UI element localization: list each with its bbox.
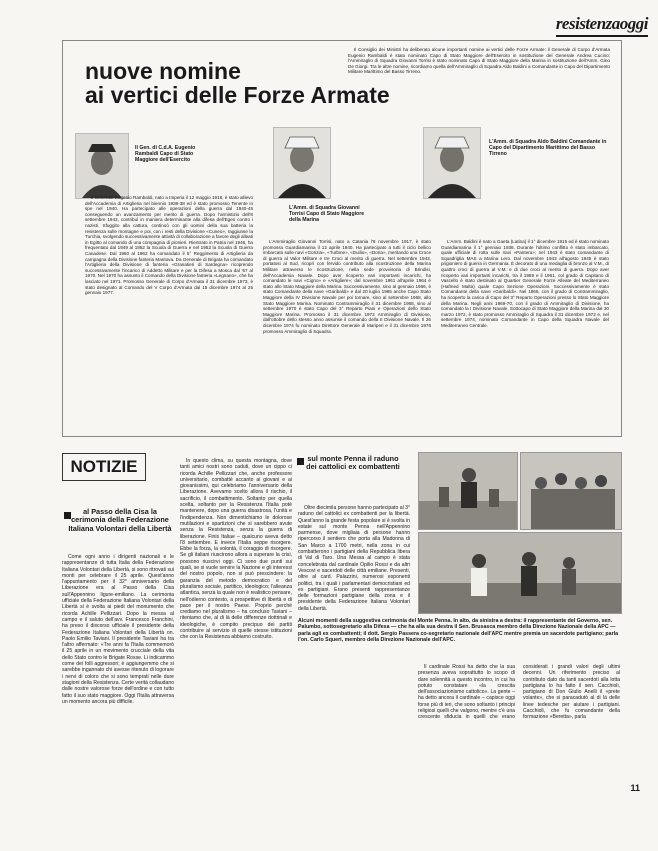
cisa-title: al Passo della Cisa la cerimonia della Federazione Italiana Volontari della Libertà <box>68 507 172 533</box>
ceremony-photo-icon <box>419 453 517 529</box>
article-intro <box>348 47 610 115</box>
penna-text: Oltre diecimila persone hanno partecipato al 3° raduno del cattolici ex combattenti per la libertà. Quest'anno la grande festa popolare si è svolta in estate sul monte Penna nell'Appennino parmense, dove migliaia di persone hanno ripercorso il sentiero che porta alla Madonna di San Marco a 1700 metri, nella zona in cui combatterono i partigiani della Repubblica libera di Val di Taro. Una Messa al campo è stata concelebrata dal cardinale Opilio Rossi e da altri Vescovi e sacerdoti delle città emiliane. Presenti, oltre al card. Palazzini, numerosi esponenti politici, tra i quali i parlamentari democristiani ed ex partigiani. Erano presenti rappresentanze delle formazioni partigiane della zona e il presidente della Federazione Italiana Volontari della Libertà. <box>298 505 410 612</box>
officer-portrait-icon <box>424 128 480 198</box>
taviani-text: In questo clima, su questa montagna, dove tanti amici nostri sono caduti, dove un cippo ci ricorda Achille Pellizzari che, anche professore universitario, combatté accanto ai giovani e ai giovanissimi, qui celebriamo l'anniversario della Liberazione. Avevamo scelto allora il rischio, il sacrificio, il combattimento. Soltanto per quella scelta, soltanto per la Resistenza l'Italia potè mantenere, dopo una guerra disastrosa, l'unità e l'indipendenza. Non dimentichiamo le dolorose mutilazioni e spartizioni che si sarebbero avute senza la Resistenza, senza la guerra di liberazione. Finis Italiae – qualcuno aveva detto l'8 settembre. E invece l'Italia seppe risorgere. Ebbe la forza, la volontà, il coraggio di risorgere. Se gli italiani riuscirono allora a superare la crisi, possono riuscirvi oggi. Ci sono due punti sui quali, se si vuole servire la Nazione e gli interessi del nostro popolo, non si può prescindere: la garanzia del metodo democratico e del pluralismo sociale, partitico, ideologico; l'alleanza atlantica, senza la quale non è realistico pensare, nell'odierno contesto, a prospettive di libertà e di pace per il nostro Paese. Proprio perché crediamo nel pluralismo – ha concluso Taviani – riteniamo che, al di là delle differenze dottrinali e ideologiche, è compito precipuo dei partiti contribuire al servizio di quelle stesse istituzioni che con la Resistenza abbiamo costruito. <box>180 458 292 641</box>
penna-continued <box>418 664 620 798</box>
portrait-rambaldi <box>75 133 129 199</box>
penna-title: sul monte Penna il raduno dei cattolici ex combattenti <box>306 454 400 472</box>
bio-torrisi-text: L'Ammiraglio Giovanni Torrisi, nato a Catania l'8 novembre 1917, è stato promosso Guardiamarina il 12 aprile 1940. Ha partecipato a tutti il ciclo bellico imbarcato sulle navi «Gorizia», «Turbine», «Duilio», «Doria», meritando una Croce di guerra al Valor Militare e tre Croci al merito di guerra. Nel settembre 1943, portatosi al Sud, ricoprì con fervido contributo alla ricostruzione della Marina Militare attraverso le ricostruzione, nella sede provvisoria di Brindisi, dell'Accademia Navale. Dopo aver ricoperto vari importanti incarichi, ha comandato le navi «Cigno» e «Artigliere»; dal novembre 1961 all'aprile 1964 è stato allo Stato Maggiore della Marina. Successivamente, sino al gennaio 1966, è stato Comandante della nave «Garibaldi» e dal 20 luglio 1965 anche Capo Stato Maggiore della IV Divisione Navale per poi tornare, sino al settembre 1968, allo Stato Maggiore Marina. Nominato Contrammiraglio il 31 dicembre 1968, sino al settembre 1970 è stato Capo del 3° Reparto Piani e Operazioni dello Stato Maggiore Marina. Promosso il 31 dicembre 1972 Ammiraglio di Divisione, dall'ottobre dello stesso anno assunse il comando della II Divisione Navale. Il 26 dicembre 1974 fu nominato Direttore Generale di Mariperi e il 31 dicembre 1976 promosso Ammiraglio di Squadra. <box>263 239 431 334</box>
bio-baldini <box>441 239 609 431</box>
notizie-label: NOTIZIE <box>62 453 146 481</box>
photo-speaker <box>418 452 518 530</box>
caption-baldini: L'Amm. di Squadra Aldo Baldini Comandante in Capo del Dipartimento Marittimo del Basso Tirreno <box>489 139 607 158</box>
bio-rambaldi-text: Il Generale Eugenio Rambaldi, nato a Imperia il 12 maggio 1918, è stato allievo dell'Accademia di Artiglieria nel biennio 1936-38 ed è stato promosso Tenente in spe nel 1940. Ha partecipato alle operazioni della guerra dal 1940-45 conseguendo un avanzamento per merito di guerra. Dopo l'armistizio dell'8 settembre 1943, contribuì in maniera determinante alla difesa dell'Egeo contro i nazisti. Sfuggito alla cattura, continuò con gli uomini della sua batteria la resistenza sulle montagne e poi, con i resti della Divisione «Cuneo», raggiunse la Turchia, svolgendo successivamente attività di collaborazione a favore degli alleati in Egitto al comando di una compagnia di pionieri. Rientrato in Patria nel 1946, ha frequentato dal 1949 al 1952 la Scuola di Guerra e nel 1953 la Scuola di Guerra Canadese. Dal 1960 al 1962 ha comandato il 5° Reggimento di Artiglieria da campagna della Divisione fanteria Mantova. Da Generale di Brigata ha comandato l'Artiglieria della Divisione di fanteria «Granatieri di Sardegna» ricoprendo successivamente l'incarico di Addetto Militare e per la Difesa a Mosca dal '67 al 1970. Nel 1970 ha assunto il Comando della Divisione fanteria «Legnano», che ha lasciato nel 1971. Promosso Generale di Corpo d'Armata il 31 dicembre 1973, è stato designato al Comando del V Corpo d'Armata dal 15 dicembre 1974 al 25 gennaio 1977. <box>85 195 253 296</box>
caption-rambaldi: Il Gen. di C.d.A. Eugenio Rambaldi Capo di Stato Maggiore dell'Esercito <box>135 145 196 164</box>
photo-crowd <box>520 452 622 530</box>
article-headline <box>85 59 390 107</box>
bio-torrisi <box>263 239 431 431</box>
bio-baldini-text: L'Amm. Baldini è nato a Gaeta (Latina) il 1° dicembre 1915 ed è stato nominato Guardiamarina il 1° gennaio 1938. Durante l'ultimo conflitto è stato imbarcato, quale ufficiale di rotta sulle navi «Pantera»; nel 1943 è stato comandante di Squadriglia MAS a Marina Lero. Dal novembre 1943 all'agosto 1945 è stato prigioniero di guerra in Germania. È decorato di una medaglia di bronzo al V.M., di quattro croci di guerra al V.M. e di due croci al merito di guerra. Dopo aver ricoperto vari importanti incarichi, tra il 1959 e il 1961, col grado di Capitano di Vascello è stato destinato al Quartier Generale Forze Alleate del Mediterraneo (Hafmed Malta) quale Capo Sezione Operazioni. Successivamente è stato Comandante della nave «Garibaldi». Nel 1966, con il grado di Contrammiraglio, ha ricoperto la carica di Capo del 3° Reparto Operazioni presso lo Stato Maggiore della Marina. Negli anni 1969-70, con il grado di Ammiraglio di Divisione, ha comandato la I Divisione Navale. Sottocapo di Stato Maggiore della Marina dal 30 marzo 1972, è stato promosso Ammiraglio di Squadra il 31 dicembre 1972 e, nel settembre 1974, nominato Comandante in Capo della Squadra Navale del Mediterraneo Centrale. <box>441 239 609 328</box>
intro-text: Il Consiglio dei Ministri ha deliberato alcune importanti nomine ai vertici delle Forze Armate: il Generale di Corpo d'Armata Eugenio Rambaldi è stato nominato Capo di Stato Maggiore dell'Esercito in sostituzione del Generale Andrea Cucino; l'Ammiraglio di Squadra Giovanni Torrisi è stato nominato Capo di Stato Maggiore della Marina in sostituzione dell'Amm. Gino De Giorgi. Tra le altre nomine, ricordiamo quella dell'Ammiraglio di Squadra Aldo Baldini a Comandante in Capo del Dipartimento Militare Marittimo del Basso Tirreno. <box>348 47 610 75</box>
mass-photo-icon <box>419 533 621 613</box>
portrait-torrisi <box>273 127 331 199</box>
masthead-rule <box>556 35 648 37</box>
penna-article <box>298 505 410 799</box>
officer-portrait-icon <box>274 128 330 198</box>
masthead-text: resistenzaoggi <box>555 14 648 33</box>
masthead <box>556 14 648 34</box>
caption-torrisi: L'Amm. di Squadra Giovanni Torrisi Capo di Stato Maggiore della Marina <box>289 205 365 224</box>
cisa-text: Come ogni anno i dirigenti nazionali e le rappresentanze di tutta Italia della Federazione Italiana Volontari della Libertà, si sono ritrovati sui monti per celebrare il 25 aprile. Quest'anno l'appuntamento per il 32° anniversario della Liberazione era al Passo della Cisa sull'Appennino ligure-emiliano. La cerimonia ufficiale della Federazione Italiana Volontari della Libertà si è svolta ai piedi del monumento che ricorda Achille Pellizzari. Dopo la messa al campo e il saluto dell'avv. Francesco Franchini, ha preso il discorso ufficiale il presidente della Federazione Italiana Volontari della Libertà on. Paolo Emilio Taviani. Il presidente Taviani ha tra l'altro affermato: «Tre anni fa l'Italia commemorò il 25 aprile in un movimento crucciale della vita dello Stato contro le Brigate Rosse. Li indicammo come dei folli aggressori; è aggiungemmo che si sarebbe ingannato chi avesse ritenuto di logorare i nervi di coloro che si sono temprati nelle dure stagioni della Resistenza. Certe verità collaudano dalle nostre valorose forze dell'ordine e con tutto fatto il suo stato maggiore. Oggi l'Italia attraversa un momento ancora più difficile. <box>62 554 174 705</box>
crowd-photo-icon <box>521 453 621 529</box>
photo-mass <box>418 532 622 614</box>
bio-rambaldi <box>85 195 253 431</box>
headline-line-2: ai vertici delle Forze Armate <box>85 82 390 108</box>
page-number: 11 <box>630 783 640 793</box>
officer-portrait-icon <box>76 134 128 198</box>
bullet-marker <box>297 458 304 465</box>
portrait-baldini <box>423 127 481 199</box>
taviani-article <box>180 458 292 798</box>
penna-continued-text: Il cardinale Rossi ha detto che la sua presenza aveva soprattutto lo scopo di dare solennità a questo incontro, in cui ha potuto constatare «la crescita dell'associazionismo cattolico». La gente – ha detto ancora il cardinale – capisce oggi forse più di ieri, che sono soltanto i principi religiosi quelli che valgono, mentre c'è una crescente sfiducia in quelli che erano considerati i grandi valori degli ultimi decenni. Un riferimento preciso al contributo dato da tanti sacerdoti alla lotta partigiana lo ha fatto il sen. Cacchioli, partigiano di Don Giulio Anelli il «prete volante», che si paracadutò al di là delle linee tedesche per aiutare i partigiani. Cacchioli, che fu comandante della formazione «Beretta», parla <box>418 664 620 721</box>
top-article-box <box>62 40 622 437</box>
photo-caption: Alcuni momenti della suggestiva cerimonia del Monte Penna. In alto, da sinistra a destra: il rappresentante del Governo, sen. Palumbo, sottosegretario alla Difesa — che ha alla sua destra il Sen. Brusasca membro della Direzione Nazionale della APC — parla agli ex combattenti; il dott. Sergio Passera co-segretario nazionale dell'APC mentre premia un sacerdote partigiano; parla l'on. Carlo Squeri, membro della Direzione Nazionale dell'APC. <box>298 618 619 643</box>
headline-line-1: nuove nomine <box>85 58 241 84</box>
cisa-article <box>62 554 174 799</box>
